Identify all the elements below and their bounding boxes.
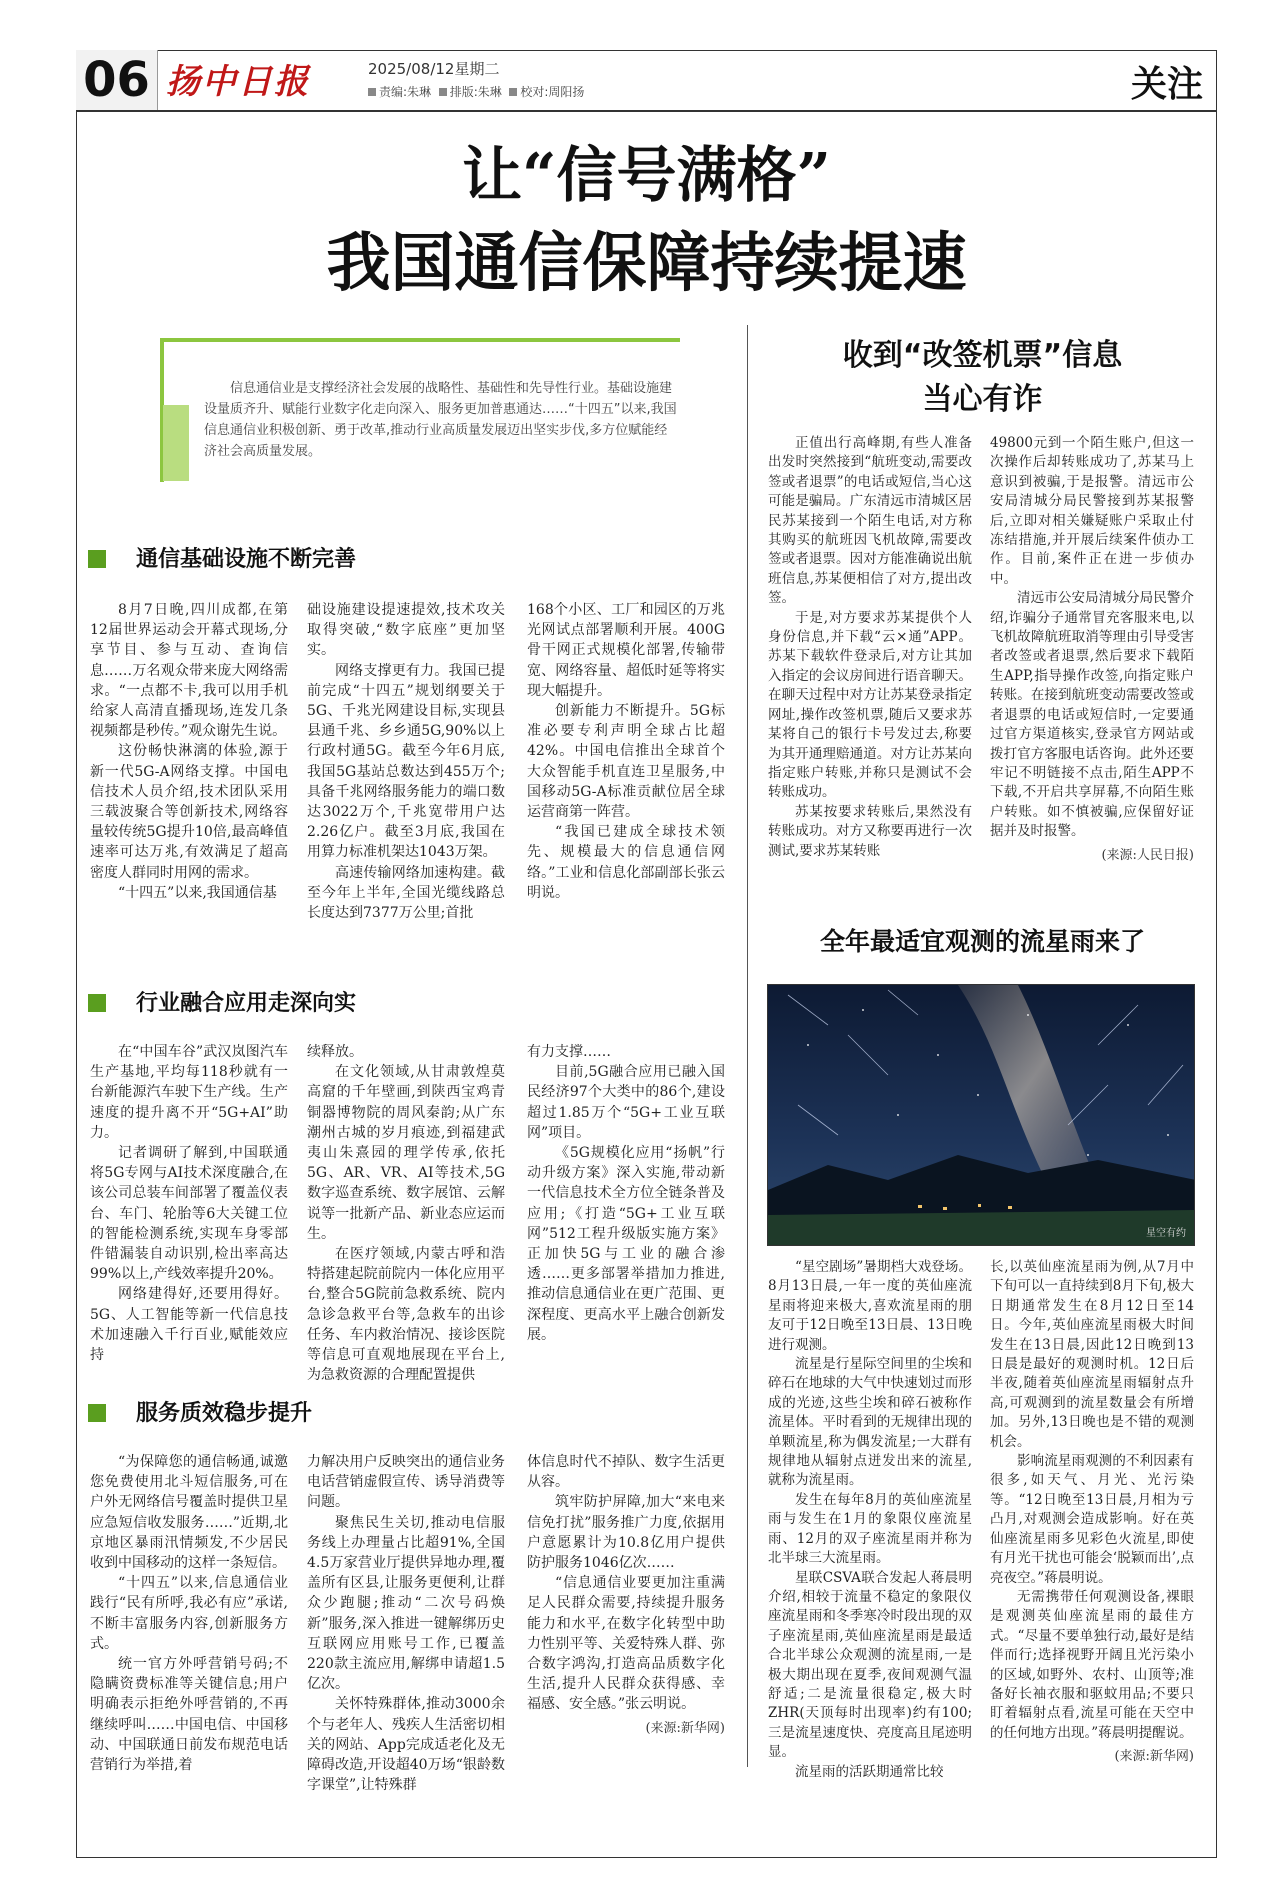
paragraph: “十四五”以来,我国通信基 bbox=[118, 884, 277, 901]
paragraph: “为保障您的通信畅通,诚邀您免费使用北斗短信服务,可在户外无网络信号覆盖时提供卫星应急短信收发服务……”近期,北京地区暴雨汛情频发,不少居民收到中国移动的这样一条短信。 bbox=[90, 1454, 288, 1572]
paragraph: 发生在每年8月的英仙座流星雨与发生在1月的象限仪座流星雨、12月的双子座流星雨并称为北半球三大流星雨。 bbox=[768, 1491, 972, 1567]
masthead bbox=[76, 50, 1217, 112]
staff-credits bbox=[368, 83, 584, 100]
paragraph: 影响流星雨观测的不利因素有很多,如天气、月光、光污染等。“12日晚至13日晨,月相为亏凸月,对观测会造成影响。好在英仙座流星雨多见彩色火流星,即使有月光干扰也可能会‘脱颖而出’,点亮夜空。”蒋晨明说。 bbox=[990, 1453, 1194, 1586]
intro-text: 信息通信业是支撑经济社会发展的战略性、基础性和先导性行业。基础设施建设量质齐升、赋能行业数字化走向深入、服务更加普惠通达……“十四五”以来,我国信息通信业积极创新、勇于改革,推动行业高质量发展迈出坚实步伐,多方位赋能经济社会高质量发展。 bbox=[204, 381, 677, 459]
section3-col1 bbox=[90, 1452, 288, 1775]
paragraph: 168个小区、工厂和园区的万兆光网试点部署顺利开展。400G骨干网正式规模化部署,传输带宽、网络容量、超低时延等将实现大幅提升。 bbox=[527, 602, 725, 699]
section-name: 关注 bbox=[1130, 64, 1203, 105]
paragraph: “十四五”以来,信息通信业践行“民有所呼,我必有应”承诺,不断丰富服务内容,创新服务方式。 bbox=[90, 1575, 288, 1652]
paragraph: 高速传输网络加速构建。截至今年上半年,全国光缆线路总长度达到7377万公里;首批 bbox=[307, 864, 505, 922]
section2-col3 bbox=[527, 1042, 725, 1345]
main-headline-line2: 我国通信保障持续提速 bbox=[326, 226, 967, 301]
paragraph: 聚焦民生关切,推动电信服务线上办理量占比超91%,全国4.5万家营业厅提供异地办理,覆盖所有区县,让服务更便利,让群众少跑腿;推动“二次号码焕新”服务,深入推进一键解绑历史互联网应用账号工作,已覆盖220款主流应用,解绑申请超1.5亿次。 bbox=[307, 1514, 505, 1693]
section1-col3 bbox=[527, 600, 725, 903]
bullet-square-icon bbox=[509, 88, 517, 96]
section3-col2 bbox=[307, 1452, 505, 1795]
section-marker-icon bbox=[88, 994, 106, 1012]
paragraph: 49800元到一个陌生账户,但这一次操作后却转账成功了,苏某马上意识到被骗,于是报警。清远市公安局清城分局民警接到苏某报警后,立即对相关嫌疑账户采取止付冻结措施,并开展后续案件侦办工作。目前,案件正在进一步侦办中。 bbox=[990, 435, 1194, 587]
newspaper-logo: 扬中日报 bbox=[166, 62, 310, 102]
paragraph: 筑牢防护屏障,加大“来电来信免打扰”服务推广力度,依据用户意愿累计为10.8亿用户提供防护服务1046亿次…… bbox=[527, 1494, 725, 1572]
paragraph: 力解决用户反映突出的通信业务电话营销虚假宣传、诱导消费等问题。 bbox=[307, 1454, 505, 1511]
paragraph: 星联CSVA联合发起人蒋晨明介绍,相较于流量不稳定的象限仪座流星雨和冬季寒冷时段出现的双子座流星雨,英仙座流星雨是最适合北半球公众观测的流星雨,一是极大期出现在夏季,夜间观测气温舒适;二是流量很稳定,极大时ZHR(天顶每时出现率)约有100;三是流星速度快、亮度高且尾迹明显。 bbox=[768, 1569, 972, 1761]
paragraph: 统一官方外呼营销号码;不隐瞒资费标准等关键信息;用户明确表示拒绝外呼营销的,不再继续呼叫……中国电信、中国移动、中国联通日前发布规范电话营销行为举措,着 bbox=[90, 1656, 288, 1774]
section-marker-icon bbox=[88, 1404, 106, 1422]
source-credit: (来源:新华网) bbox=[1114, 1749, 1194, 1765]
section3-heading-text: 服务质效稳步提升 bbox=[136, 1401, 313, 1426]
paragraph: 苏某按要求转账后,果然没有转账成功。对方又称要再进行一次测试,要求苏某转账 bbox=[768, 803, 972, 859]
paragraph: 网络建得好,还要用得好。5G、人工智能等新一代信息技术加速融入千行百业,赋能效应持 bbox=[90, 1286, 288, 1364]
paragraph: 创新能力不断提升。5G标准必要专利声明全球占比超42%。中国电信推出全球首个大众智能手机直连卫星服务,中国移动5G-A标准贡献位居全球运营商第一阵营。 bbox=[527, 703, 725, 821]
paragraph: 流星是行星际空间里的尘埃和碎石在地球的大气中快速划过而形成的光迹,这些尘埃和碎石被称作流星体。平时看到的无规律出现的单颗流星,称为偶发流星;一大群有规律地从辐射点迸发出来的流星,就称为流星雨。 bbox=[768, 1356, 972, 1489]
paragraph: 于是,对方要求苏某提供个人身份信息,并下载“云×通”APP。苏某下载软件登录后,对方让其加入指定的会议房间进行语音聊天。在聊天过程中对方让苏某登录指定网址,操作改签机票,随后又要求苏某将自己的银行卡号发过去,称要为其开通理赔通道。对方让苏某向指定账户转账,并称只是测试不会转账成功。 bbox=[768, 609, 972, 801]
paragraph: 网络支撑更有力。我国已提前完成“十四五”规划纲要关于5G、千兆光网建设目标,实现县县通千兆、乡乡通5G,90%以上行政村通5G。截至今年6月底,我国5G基站总数达到455万个;具备千兆网络服务能力的端口数达3022万个,千兆宽带用户达2.26亿户。截至3月底,我国在用算力标准机架达1043万架。 bbox=[307, 662, 505, 861]
paragraph: 正值出行高峰期,有些人准备出发时突然接到“航班变动,需要改签或者退票”的电话或短信,当心这可能是骗局。广东清远市清城区居民苏某接到一个陌生电话,对方称其购买的航班因飞机故障,需要改签或者退票。因对方能准确说出航班信息,苏某便相信了对方,提出改签。 bbox=[768, 435, 972, 607]
fraud-col2 bbox=[990, 434, 1194, 865]
paragraph: 无需携带任何观测设备,裸眼是观测英仙座流星雨的最佳方式。“尽量不要单独行动,最好是结伴而行;选择视野开阔且光污染小的区域,如野外、农村、山顶等;准备好长袖衣服和驱蚊用品;不要只盯着辐射点看,流星可能在天空中的任何地方出现。”蒋晨明提醒说。 bbox=[990, 1588, 1194, 1741]
paragraph: “我国已建成全球技术领先、规模最大的信息通信网络。”工业和信息化部副部长张云明说。 bbox=[527, 824, 725, 901]
section1-col2 bbox=[307, 600, 505, 923]
section-marker-icon bbox=[88, 550, 106, 568]
photo-credit: 星空有约 bbox=[1146, 1228, 1186, 1239]
fraud-col1 bbox=[768, 434, 972, 861]
paragraph: 在“中国车谷”武汉岚图汽车生产基地,平均每118秒就有一台新能源汽车驶下生产线。生产速度的提升离不开“5G+AI”助力。 bbox=[90, 1044, 288, 1141]
fraud-headline-line1: 收到“改签机票”信息 bbox=[842, 338, 1123, 373]
paragraph: 8月7日晚,四川成都,在第12届世界运动会开幕式现场,分享节目、参与互动、查询信息……万名观众带来庞大网络需求。“一点都不卡,我可以用手机给家人高清直播现场,连发几条视频都是秒传。”观众谢先生说。 bbox=[90, 602, 288, 740]
bullet-square-icon bbox=[439, 88, 447, 96]
paragraph: 这份畅快淋漓的体验,源于新一代5G-A网络支撑。中国电信技术人员介绍,技术团队采用三载波聚合等创新技术,网络容量较传统5G提升10倍,最高峰值速率可达万兆,有效满足了超高密度人群同时用网的需求。 bbox=[90, 743, 288, 881]
paragraph: “星空剧场”暑期档大戏登场。8月13日晨,一年一度的英仙座流星雨将迎来极大,喜欢流星雨的朋友可于12日晚至13日晨、13日晚进行观测。 bbox=[768, 1259, 972, 1353]
night-sky-image bbox=[768, 985, 1195, 1246]
paragraph: 在医疗领域,内蒙古呼和浩特搭建起院前院内一体化应用平台,整合5G院前急救系统、院内急诊急救平台等,急救车的出诊任务、车内救治情况、接诊医院等信息可直观地展现在平台上,为急救资源的合理配置提供 bbox=[307, 1246, 505, 1384]
section1-heading-text: 通信基础设施不断完善 bbox=[136, 547, 357, 572]
milky-way-photo bbox=[767, 984, 1195, 1246]
page-number: 06 bbox=[76, 50, 158, 110]
main-headline-line1: 让“信号满格” bbox=[461, 141, 832, 211]
section1-heading bbox=[88, 542, 356, 573]
section2-col2 bbox=[307, 1042, 505, 1385]
paragraph: 记者调研了解到,中国联通将5G专网与AI技术深度融合,在该公司总装车间部署了覆盖仪表台、车门、轮胎等6大关键工位的智能检测系统,实现车身零部件错漏装自动识别,检出率高达99%以上,产线效率提升20%。 bbox=[90, 1145, 288, 1283]
paragraph: 关怀特殊群体,推动3000余个与老年人、残疾人生活密切相关的网站、App完成适老化及无障碍改造,开设超40万场“银龄数字课堂”,让特殊群 bbox=[307, 1696, 505, 1794]
meteor-headline: 全年最适宜观测的流星雨来了 bbox=[819, 927, 1145, 956]
section2-col1 bbox=[90, 1042, 288, 1365]
intro-accent-bar bbox=[163, 405, 189, 481]
paragraph: 续释放。 bbox=[307, 1044, 363, 1060]
paragraph: 体信息时代不掉队、数字生活更从容。 bbox=[527, 1454, 725, 1491]
paragraph: 流星雨的活跃期通常比较 bbox=[795, 1763, 944, 1780]
column-divider bbox=[747, 325, 748, 1767]
section3-col3 bbox=[527, 1452, 725, 1739]
paragraph: 有力支撑…… bbox=[527, 1044, 611, 1060]
section3-heading bbox=[88, 1396, 312, 1427]
fraud-headline-line2: 当心有诈 bbox=[922, 382, 1043, 417]
paragraph: 清远市公安局清城分局民警介绍,诈骗分子通常冒充客服来电,以飞机故障航班取消等理由引导受害者改签或者退票,然后要求下载陌生APP,指导操作改签,向指定账户转账。在接到航班变动需要改签或者退票的电话或短信时,一定要通过官方渠道核实,登录官方网站或拨打官方客服电话咨询。此外还要牢记不明链接不点击,陌生APP不下载,不开启共享屏幕,不向陌生账户转账。如不慎被骗,应保留好证据并及时报警。 bbox=[990, 590, 1194, 840]
issue-meta bbox=[368, 58, 584, 100]
meteor-col1 bbox=[768, 1258, 972, 1782]
paragraph: 目前,5G融合应用已融入国民经济97个大类中的86个,建设超过1.85万个“5G+工业互联网”项目。 bbox=[527, 1064, 725, 1141]
section1-col1 bbox=[90, 600, 288, 903]
source-credit: (来源:人民日报) bbox=[1101, 847, 1194, 863]
source-credit: (来源:新华网) bbox=[645, 1720, 725, 1736]
bullet-square-icon bbox=[368, 88, 376, 96]
section2-heading-text: 行业融合应用走深向实 bbox=[136, 991, 357, 1016]
paragraph: 础设施建设提速提效,技术攻关取得突破,“数字底座”更加坚实。 bbox=[307, 602, 505, 659]
intro-box bbox=[160, 338, 680, 482]
layout-credit: 排版:朱琳 bbox=[449, 85, 502, 99]
paragraph: “信息通信业要更加注重满足人民群众需要,持续提升服务能力和水平,在数字化转型中助力性别平等、关爱特殊人群、弥合数字鸿沟,打造高品质数字化生活,提升人民群众获得感、幸福感、安全感。”张云明说。 bbox=[527, 1575, 725, 1713]
issue-date: 2025/08/12星期二 bbox=[368, 60, 500, 78]
paragraph: 长,以英仙座流星雨为例,从7月中下旬可以一直持续到8月下旬,极大日期通常发生在8月12日至14日。今年,英仙座流星雨极大时间发生在13日晨,因此12日晚到13日晨是最好的观测时机。12日后半夜,随着英仙座流星雨辐射点升高,可观测到的流星数量会有所增加。另外,13日晚也是不错的观测机会。 bbox=[990, 1259, 1194, 1450]
proofreader-credit: 校对:周阳扬 bbox=[520, 85, 585, 99]
paragraph: 《5G规模化应用“扬帆”行动升级方案》深入实施,带动新一代信息技术全方位全链条普及应用;《打造“5G+工业互联网”512工程升级版实施方案》正加快5G与工业的融合渗透……更多部署举措加力推进,推动信息通信业在更广范围、更深程度、更高水平上融合创新发展。 bbox=[527, 1145, 725, 1343]
section2-heading bbox=[88, 986, 356, 1017]
editor-credit: 责编:朱琳 bbox=[379, 85, 432, 99]
meteor-col2 bbox=[990, 1258, 1194, 1767]
paragraph: 在文化领域,从甘肃敦煌莫高窟的千年壁画,到陕西宝鸡青铜器博物院的周风秦韵;从广东潮州古城的岁月痕迹,到福建武夷山朱熹园的理学传承,依托5G、AR、VR、AI等技术,5G数字巡查系统、数字展馆、云解说等一批新产品、新业态应运而生。 bbox=[307, 1064, 505, 1242]
